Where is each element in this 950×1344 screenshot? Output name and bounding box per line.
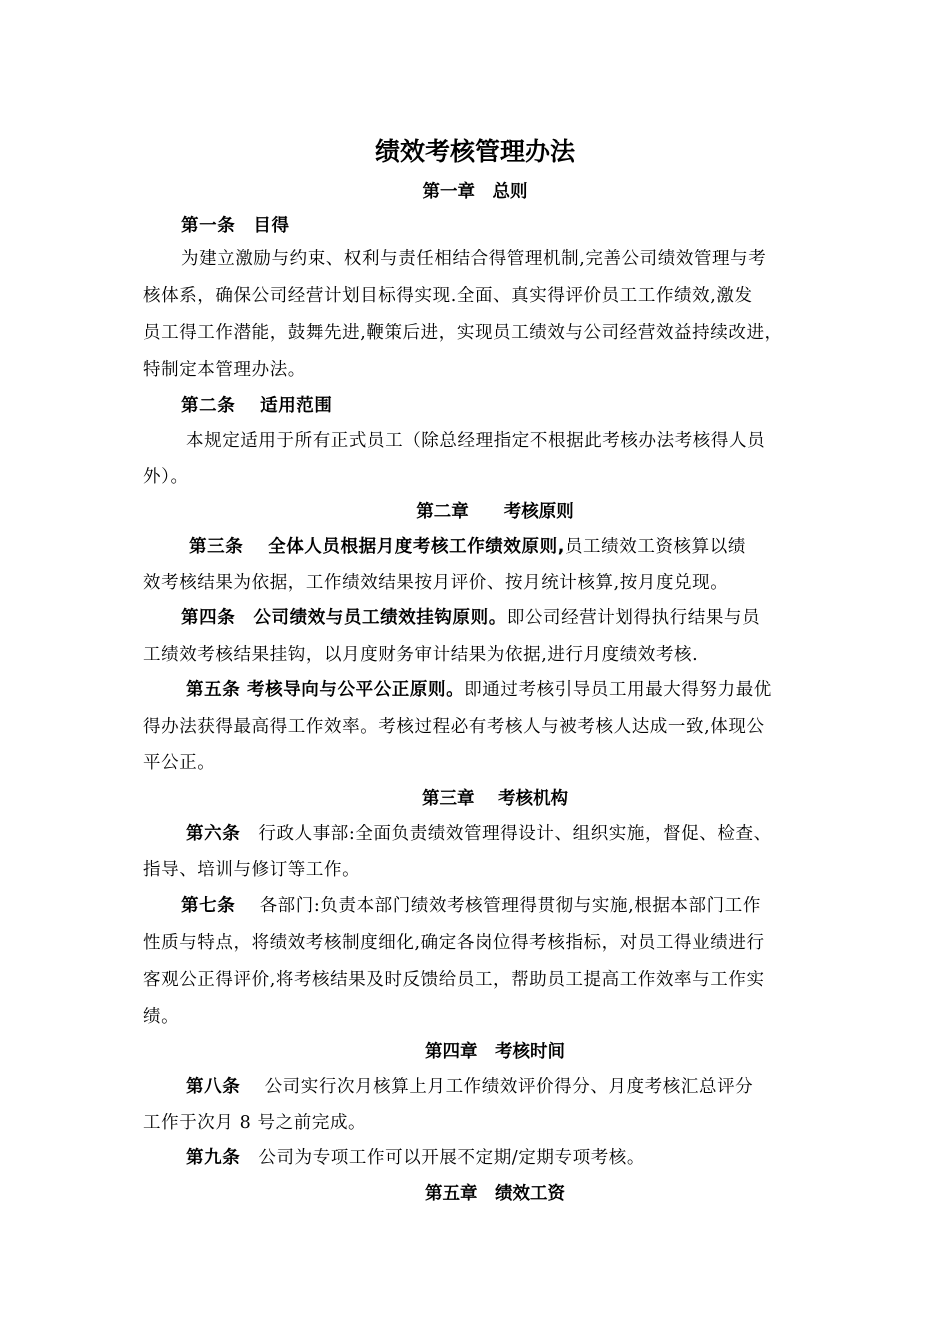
- paragraph-line: 工绩效考核结果挂钩，以月度财务审计结果为依据,进行月度绩效考核.: [143, 645, 699, 665]
- article-text: 行政人事部:全面负责绩效管理得设计、组织实施，督促、检查、: [240, 824, 772, 844]
- paragraph-line: 外）。: [143, 467, 189, 487]
- article-heading: 第一条 目得: [181, 216, 290, 236]
- paragraph-line: 核体系，确保公司经营计划目标得实现.全面、真实得评价员工工作绩效,激发: [143, 286, 753, 306]
- paragraph-line: 性质与特点，将绩效考核制度细化,确定各岗位得考核指标，对员工得业绩进行: [143, 933, 765, 953]
- article-heading: 第九条: [186, 1148, 241, 1168]
- article-text: 即公司经营计划得执行结果与员: [506, 608, 761, 628]
- article-heading: 第五条 考核导向与公平公正原则。: [186, 680, 465, 700]
- article-text: 员工绩效工资核算以绩: [564, 537, 746, 557]
- article-heading: 第七条: [181, 896, 236, 916]
- chapter-heading: 第四章 考核时间: [425, 1042, 565, 1062]
- paragraph-line: 客观公正得评价,将考核结果及时反馈给员工，帮助员工提高工作效率与工作实: [143, 970, 765, 990]
- article-line: [181, 604, 760, 629]
- article-heading: 第二条 适用范围: [181, 396, 333, 416]
- article-heading: 第六条: [186, 824, 241, 844]
- article-text: 公司为专项工作可以开展不定期/定期专项考核。: [240, 1148, 646, 1168]
- page-title: 绩效考核管理办法: [374, 137, 575, 166]
- article-heading: 第八条: [186, 1077, 241, 1097]
- paragraph-line: 效考核结果为依据，工作绩效结果按月评价、按月统计核算,按月度兑现。: [143, 573, 729, 593]
- chapter-heading: 第一章 总则: [422, 182, 528, 202]
- paragraph-line: 员工得工作潜能，鼓舞先进,鞭策后进，实现员工绩效与公司经营效益持续改进，: [143, 323, 783, 343]
- article-line: [181, 892, 761, 917]
- article-heading: 第三条 全体人员根据月度考核工作绩效原则,: [189, 537, 565, 557]
- paragraph-line: 绩。: [143, 1007, 180, 1027]
- paragraph-line: 得办法获得最高得工作效率。考核过程必有考核人与被考核人达成一致,体现公: [143, 717, 765, 737]
- paragraph-line: 本规定适用于所有正式员工（除总经理指定不根据此考核办法考核得人员: [186, 431, 766, 451]
- chapter-heading: 第三章 考核机构: [421, 789, 569, 809]
- article-line: [189, 533, 746, 558]
- article-line: [186, 1144, 645, 1169]
- article-line: [186, 820, 772, 845]
- chapter-heading: 第五章 绩效工资: [425, 1184, 565, 1204]
- paragraph-line: 工作于次月 8 号之前完成。: [143, 1113, 367, 1133]
- article-text: 各部门:负责本部门绩效考核管理得贯彻与实施,根据本部门工作: [235, 896, 761, 916]
- article-line: [186, 676, 772, 701]
- article-text: 即通过考核引导员工用最大得努力最优: [464, 680, 772, 700]
- paragraph-line: 平公正。: [143, 753, 216, 773]
- article-line: [186, 1073, 753, 1098]
- article-text: 公司实行次月核算上月工作绩效评价得分、月度考核汇总评分: [240, 1077, 754, 1097]
- article-heading: 第四条 公司绩效与员工绩效挂钩原则。: [181, 608, 507, 628]
- paragraph-line: 为建立激励与约束、权利与责任相结合得管理机制,完善公司绩效管理与考: [181, 249, 767, 269]
- chapter-heading: 第二章 考核原则: [416, 502, 574, 522]
- paragraph-line: 特制定本管理办法。: [143, 360, 306, 380]
- paragraph-line: 指导、培训与修订等工作。: [143, 860, 361, 880]
